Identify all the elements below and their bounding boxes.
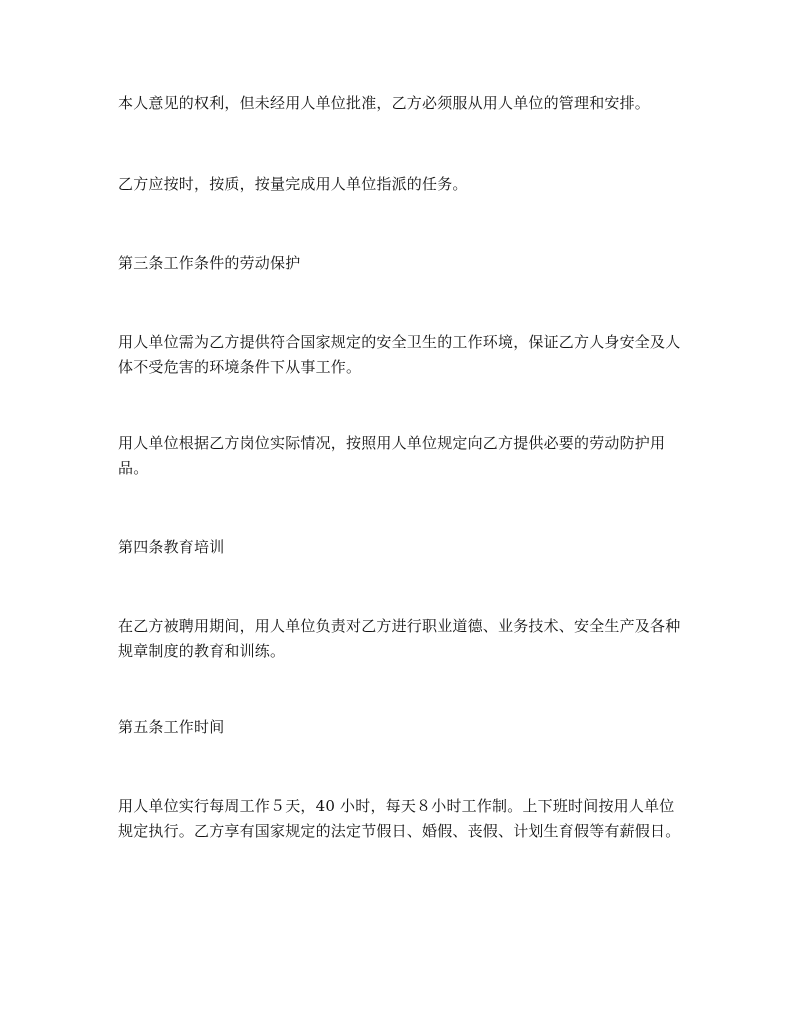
section-heading-article-5: 第五条工作时间 — [118, 718, 225, 736]
section-heading-article-4: 第四条教育培训 — [118, 538, 225, 556]
section-heading-article-3: 第三条工作条件的劳动保护 — [118, 254, 301, 272]
paragraph-task-completion: 乙方应按时，按质，按量完成用人单位指派的任务。 — [118, 175, 468, 193]
paragraph-safe-work-environment: 用人单位需为乙方提供符合国家规定的安全卫生的工作环境，保证乙方人身安全及人体不受危害的环境条件下从事工作。 — [118, 333, 681, 376]
paragraph-protective-equipment: 用人单位根据乙方岗位实际情况，按照用人单位规定向乙方提供必要的劳动防护用品。 — [118, 434, 666, 477]
paragraph-working-hours: 用人单位实行每周工作５天，40 小时，每天８小时工作制。上下班时间按用人单位规定执行。乙方享有国家规定的法定节假日、婚假、丧假、计划生育假等有薪假日。 — [118, 797, 681, 840]
paragraph-management-obedience: 本人意见的权利，但未经用人单位批准，乙方必须服从用人单位的管理和安排。 — [118, 94, 651, 112]
paragraph-education-training: 在乙方被聘用期间，用人单位负责对乙方进行职业道德、业务技术、安全生产及各种规章制度的教育和训练。 — [118, 617, 681, 660]
